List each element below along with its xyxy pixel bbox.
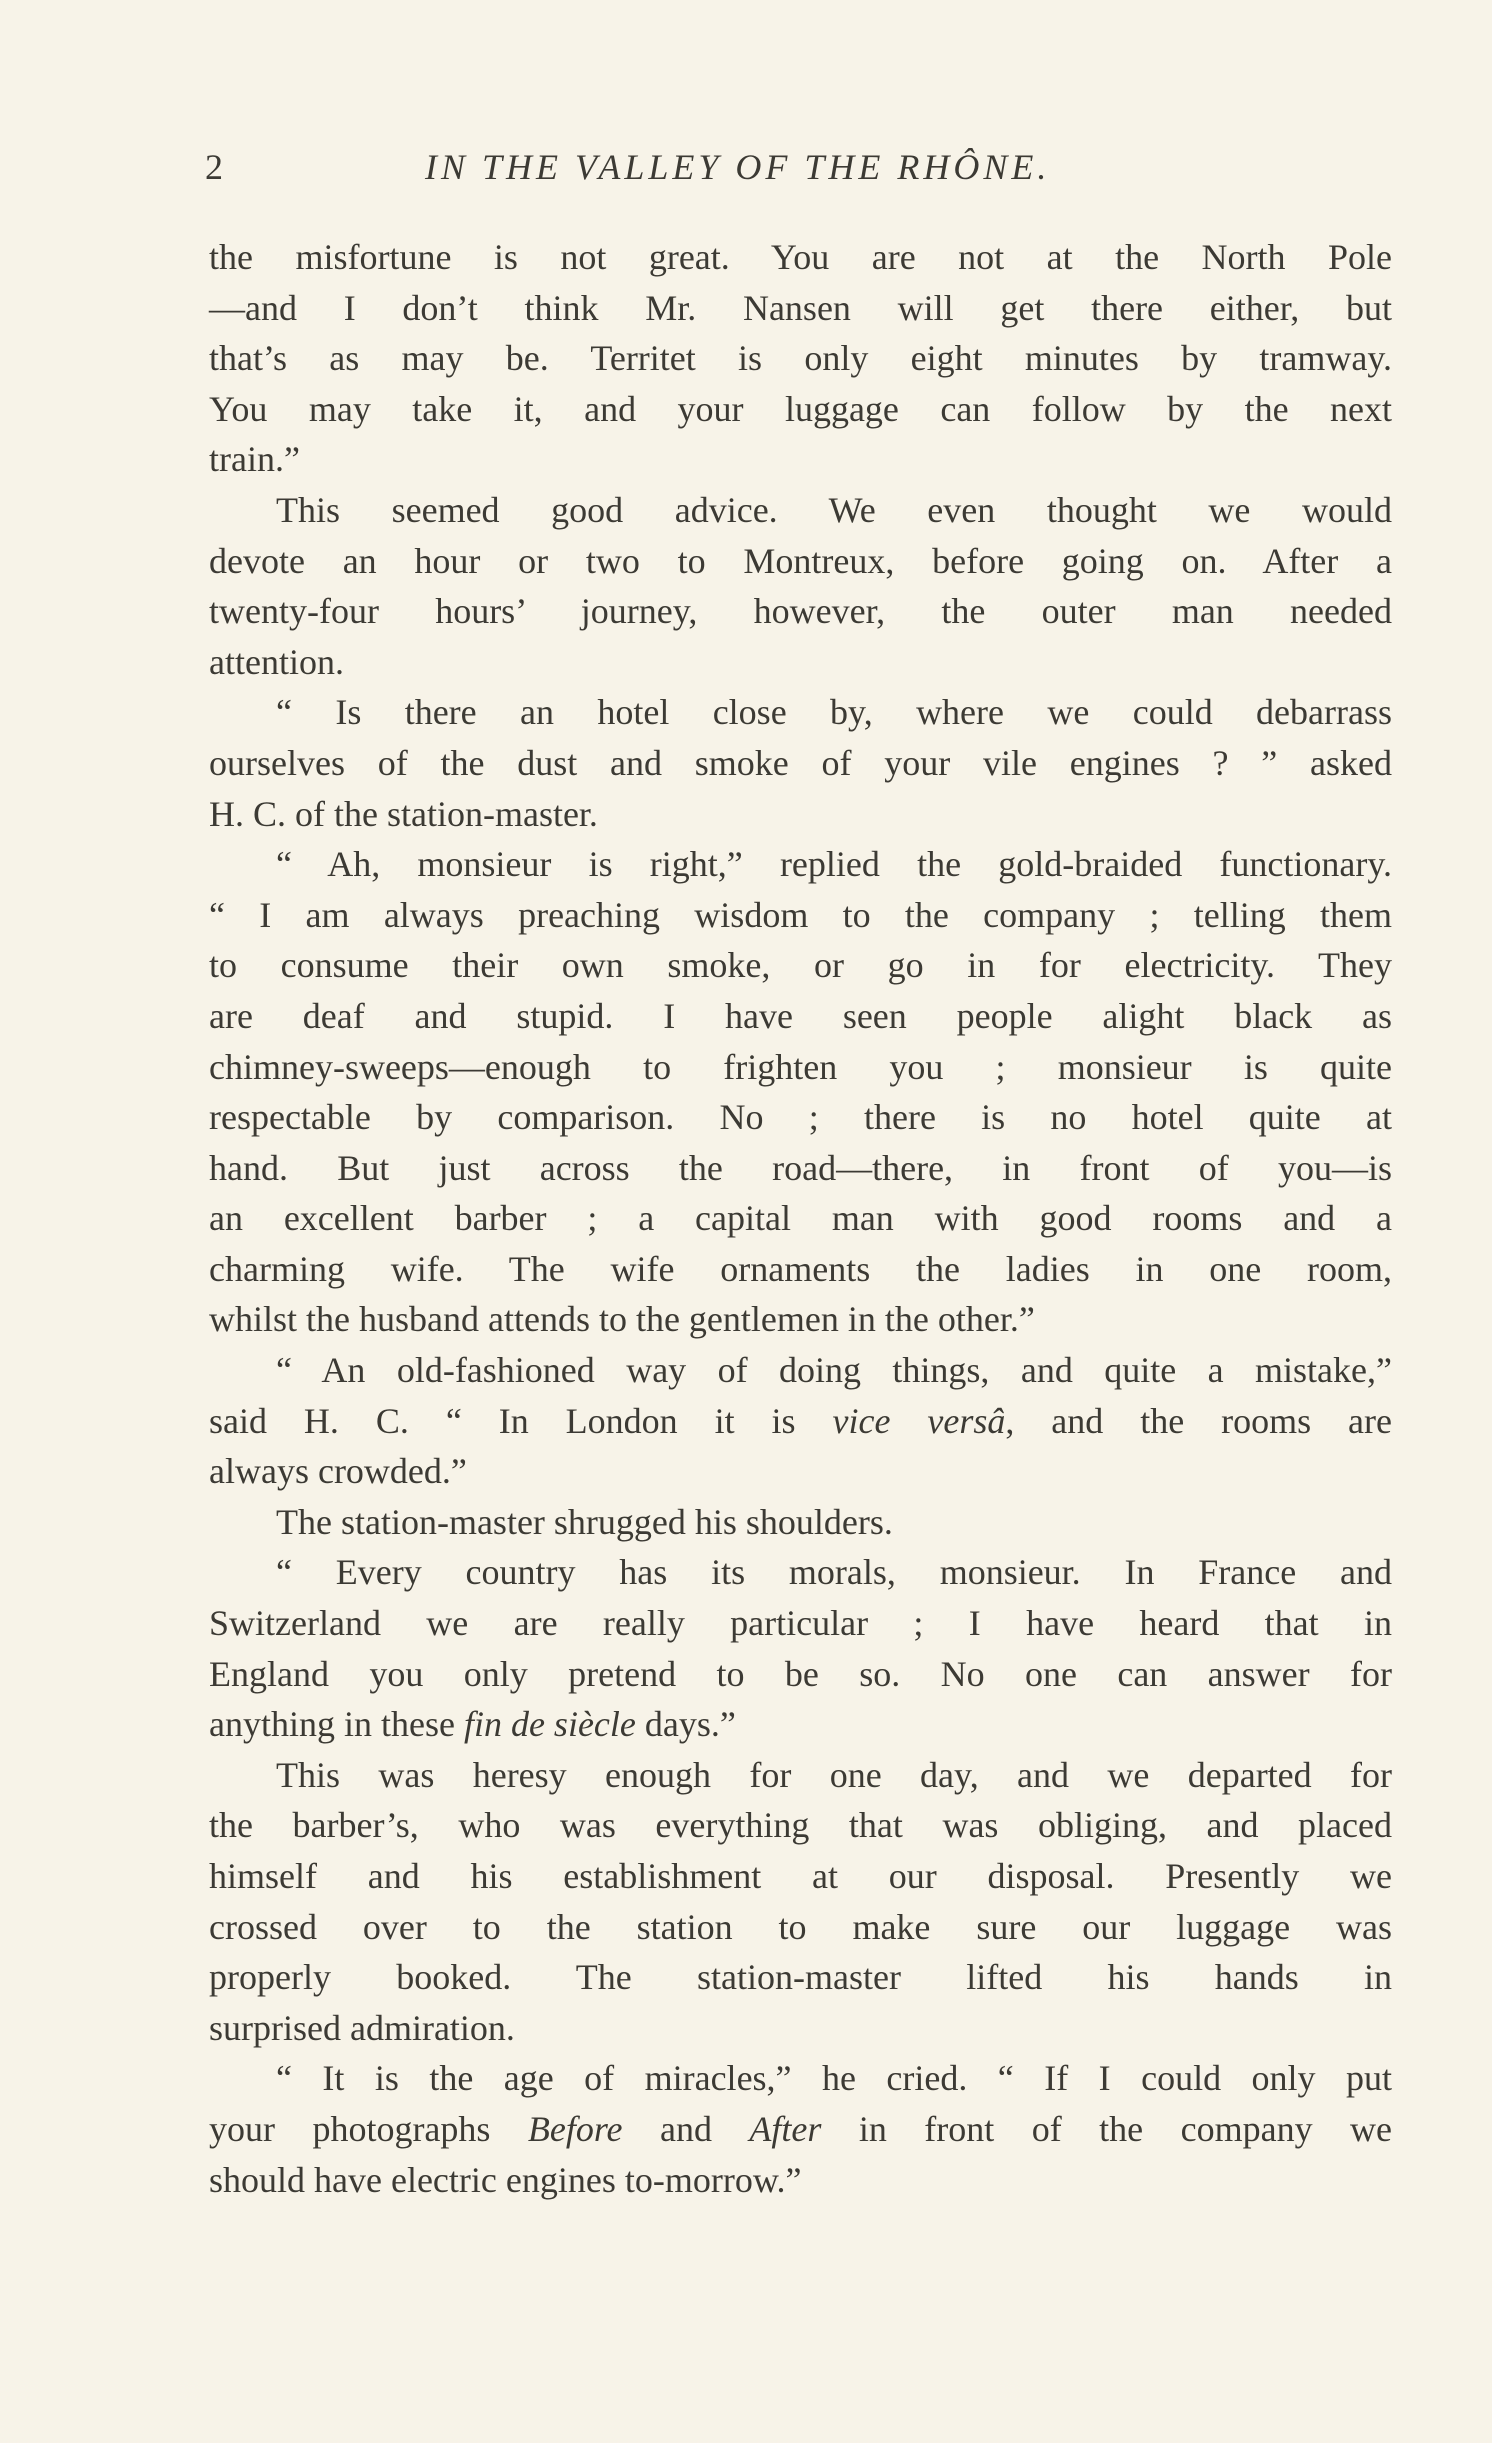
- italic-phrase: vice versâ: [832, 1400, 1006, 1441]
- text-line: “ Ah, monsieur is right,” replied the gold-braided functionary.: [276, 844, 1392, 885]
- page-header: [205, 142, 1205, 202]
- text-line: Switzerland we are really particular ; I have heard that in: [209, 1603, 1392, 1644]
- text-line: “ It is the age of miracles,” he cried. “ If I could only put: [276, 2058, 1392, 2099]
- text-segment: , and the rooms are: [1005, 1400, 1392, 1441]
- text-segment: anything in these: [209, 1704, 464, 1745]
- text-line: to consume their own smoke, or go in for electricity. They: [209, 945, 1392, 986]
- text-line: chimney-sweeps—enough to frighten you ; monsieur is quite: [209, 1046, 1392, 1087]
- text-line: H. C. of the station-master.: [209, 793, 598, 834]
- text-line: are deaf and stupid. I have seen people alight black as: [209, 995, 1392, 1036]
- text-line: the barber’s, who was everything that was obliging, and placed: [209, 1805, 1392, 1846]
- italic-phrase: fin de siècle: [463, 1704, 636, 1745]
- text-line: always crowded.”: [209, 1451, 467, 1492]
- text-line: ourselves of the dust and smoke of your vile engines ? ” asked: [209, 742, 1392, 783]
- text-segment: in front of the company we: [821, 2108, 1393, 2149]
- running-title: IN THE VALLEY OF THE RHÔNE.: [425, 147, 1051, 187]
- text-line: charming wife. The wife ornaments the ladies in one room,: [209, 1248, 1392, 1289]
- text-line: should have electric engines to-morrow.”: [209, 2159, 802, 2200]
- text-line: train.”: [209, 439, 300, 480]
- text-line: This was heresy enough for one day, and we departed for: [276, 1754, 1392, 1795]
- text-line: You may take it, and your luggage can follow by the next: [209, 388, 1392, 429]
- text-segment: said H. C. “ In London it is: [209, 1400, 833, 1441]
- text-line: “ I am always preaching wisdom to the company ; telling them: [209, 894, 1392, 935]
- text-segment: and: [622, 2108, 750, 2149]
- text-line: properly booked. The station-master lifted his hands in: [209, 1957, 1392, 1998]
- text-line: devote an hour or two to Montreux, before going on. After a: [209, 540, 1392, 581]
- text-line: respectable by comparison. No ; there is no hotel quite at: [209, 1097, 1392, 1138]
- text-line: that’s as may be. Territet is only eight minutes by tramway.: [209, 338, 1392, 379]
- body-text: [209, 232, 1392, 2205]
- page-number: 2: [205, 147, 223, 187]
- text-segment: your photographs: [209, 2108, 528, 2149]
- text-line: hand. But just across the road—there, in front of you—is: [209, 1147, 1392, 1188]
- text-line: whilst the husband attends to the gentlemen in the other.”: [209, 1299, 1035, 1340]
- text-line: The station-master shrugged his shoulders.: [276, 1501, 893, 1542]
- text-line: crossed over to the station to make sure our luggage was: [209, 1906, 1392, 1947]
- text-line: —and I don’t think Mr. Nansen will get there either, but: [209, 287, 1392, 328]
- text-line: attention.: [209, 641, 344, 682]
- text-line: “ Every country has its morals, monsieur. In France and: [276, 1552, 1392, 1593]
- text-line: twenty-four hours’ journey, however, the outer man needed: [209, 591, 1392, 632]
- text-line: an excellent barber ; a capital man with good rooms and a: [209, 1198, 1392, 1239]
- text-line: himself and his establishment at our disposal. Presently we: [209, 1856, 1392, 1896]
- text-line: [209, 1396, 1392, 1447]
- text-line: [209, 2104, 1392, 2155]
- text-line: This seemed good advice. We even thought we would: [276, 489, 1392, 530]
- text-line: “ Is there an hotel close by, where we could debarrass: [276, 692, 1392, 733]
- text-line: England you only pretend to be so. No one can answer for: [209, 1653, 1392, 1694]
- text-line: the misfortune is not great. You are not at the North Pole: [209, 237, 1392, 277]
- text-line: “ An old-fashioned way of doing things, and quite a mistake,”: [276, 1350, 1392, 1391]
- italic-phrase: After: [749, 2108, 822, 2149]
- text-line: surprised admiration.: [209, 2007, 515, 2048]
- text-segment: days.”: [635, 1704, 736, 1745]
- italic-phrase: Before: [527, 2108, 623, 2149]
- text-line: [209, 1699, 1392, 1750]
